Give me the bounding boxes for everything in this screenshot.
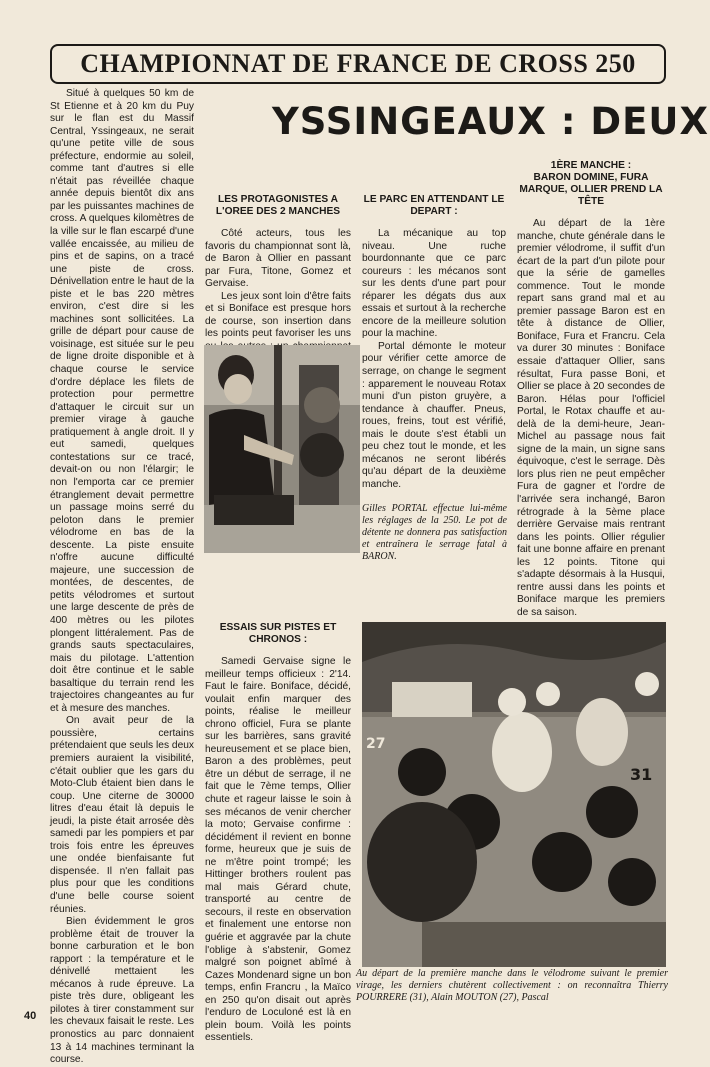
page-number: 40 (24, 1010, 37, 1022)
paragraph: Les jeux sont loin d'être faits et si Boniface est presque hors de course, son insertion dans les points peut favoriser les uns (205, 290, 351, 340)
header-title: CHAMPIONNAT DE FRANCE DE CROSS 250 (80, 49, 636, 78)
section-heading: LES PROTAGONISTES A L'OREE DES 2 MANCHES (215, 194, 341, 217)
header-banner (50, 44, 666, 84)
mechanic-photo-image (204, 345, 360, 553)
section-heading: LE PARC EN ATTENDANT LE DEPART : (363, 194, 505, 217)
rider-number-27: 27 (366, 736, 386, 752)
paragraph: Samedi Gervaise signe le meilleur temps officieux : 2'14. Faut le faire. Boniface, décidé, voulait enfin marquer des points, réalise le meilleur chrono officiel, Fura se plante sur les barrières, sans gravité heureusement et se place bien, Baron a des problèmes, peut être un début de serrage, il ne fait que le 7ème temps, Ollier chute et rageur laisse le soin à ses mécanos de venir chercher la moto; Gervaise confirme : décidément il revient en bonne forme, heureux que je suis de ne m'être point trompé; les Hittinger brothers roulent pas mal mais Gérard chute, transporté au centre de secours, il reste en observation et finalement une entorse non guérie et aggravée par la chute l'oblige à s'abstenir, Gomez malgré son poignet abîmé à Cazes Mondenard signe un bon temps, enfin Francru , la Maïco en 250 qu'on disait out après l'enduro de Loculoné est là en plein boum. Voilà les points essentiels. (205, 656, 351, 1044)
mechanic-photo (204, 345, 360, 553)
paragraph: Portal démonte le moteur pour vérifier cette amorce de serrage, on change le segment : apparement le nouveau Rotax muni d'un piston gruyère, a tendance à chauffer. Pneus, roues, freins, tout est vérifié, mais le doute s'est établi un peu chez tout le monde, et les mécanos ne seront libérés qu'au départ de la deuxième manche. (362, 340, 506, 490)
paragraph: On avait peur de la poussière, certains prétendaient que seuls les deux premiers auraient la visibilité, c'était oublier que les gars du Moto-Club étaient bien dans le coup. Une citerne de 30000 litres d'eau était là depuis le jeudi, la piste était arrosée dès samedi par les pompiers et par trois fois entre les épreuves une ondée bienfaisante fut dispensée. Il n'en fallait pas plus pour que les conditions d'une belle course soient réunies. (50, 715, 194, 915)
section-heading: ESSAIS SUR PISTES ET CHRONOS : (219, 622, 337, 645)
article-column-2-bottom (205, 622, 351, 1045)
paragraph: Situé à quelques 50 km de St Etienne et à 20 km du Puy sur le flan est du Massif Central, Yssingeaux, ne serait qu'une petite ville de sous préfecture, endormie au soleil, comme tant d'autres si elle n'était pas réveillée chaque année depuis bientôt dix ans par les puissantes machines de cross. A quelques kilomètres de la ville sur le flan escarpé d'une vallée encaissée, au milieu de pins et de sapins, on a tracé une piste de cross. Dénivellation entre le haut de la piste et le bas 220 mètres environ, c'est dire si les machines sont sollicitées. La grille de départ pour cause de voisinage, est située sur le peu de ligne droite disponible et à chaque course le service d'ordre déplace les filets de protection pour permettre d'attaquer le circuit sur un premier virage à gauche pratiquement à angle droit. Il y eut samedi, quelques contestations sur ce tracé, devait-on ou non l'élargir; le non l'emporta car ce premier étranglement devait permettre un passage moins serré du peloton dans le premier vélodrome en bas de la descente. La piste ensuite n'offre aucune difficulté majeure, une succession de montées, de descentes, de petits vélodromes et surtout une large descente de près de 400 mètres ou les pilotes plongent littéralement. Pas de grands sauts spectaculaires, mais du pilotage. L'attention doit être continue et le sable basaltique du terrain rend les trajectoires changeantes au fur et à mesure des manches. (50, 88, 194, 714)
race-crash-photo-image (362, 622, 666, 967)
photo-caption: Gilles PORTAL effectue lui-même les réglages de la 250. Le pot de détente ne donnera pas satisfaction et entraînera le serrage fatal à BARON. (362, 503, 507, 562)
photo-caption: Au départ de la première manche dans le vélodrome suivant le premier virage, les derniers chutèrent collectivement : on reconnaîtra Thierry POURRERE (31), Alain MOUTON (27), Pascal (356, 968, 668, 1003)
race-crash-photo (362, 622, 666, 967)
main-title: YSSINGEAUX : DEUX (272, 100, 709, 143)
article-column-3 (362, 194, 506, 491)
article-column-2 (205, 194, 351, 366)
paragraph: Bien évidemment le gros problème était de trouver la bonne carburation et le bon rapport : la température et le dénivellé mettaient les mécanos à rude épreuve. La piste très dure, obligeant les pilotes à tirer constamment sur les chevaux faisait le reste. Les pronostics au parc donnaient 13 à 14 machines terminant la course. (50, 916, 194, 1066)
paragraph: La mécanique au top niveau. Une ruche bourdonnante que ce parc coureurs : les mécanos sont sur les dents d'une part pour réparer les dégats dus aux essais et surtout à la recherche encore de la meilleure solution pour la machine. (362, 228, 506, 340)
paragraph: Côté acteurs, tous les favoris du championnat sont là, de Baron à Ollier en passant par Fura, Titone, Gomez et Gervaise. (205, 228, 351, 290)
section-heading: 1ÈRE MANCHE : (550, 160, 632, 171)
rider-number-31: 31 (630, 765, 653, 784)
paragraph: Au départ de la 1ère manche, chute générale dans le premier vélodrome, il suffit d'un écart de la part d'un pilote pour que la série de gamelles commence. Tout le monde repart sans grand mal et au premier passage Baron est en tête à distance de Ollier, Boniface, Fura et Francru. Cela va durer 30 minutes : Boniface essaie d'attaquer Ollier, sans résultat, Fura passe Boni, et Ollier se place à 20 secondes de Baron. Hélas pour l'officiel Portal, le Rotax chauffe et au-delà de la demi-heure, Jean-Michel au passage nous fait signe de la main, un signe sans équivoque, c'est le serrage. Dès lors plus rien ne peut empêcher Fura de gagner et l'ordre de l'arrivée sera inchangé, Baron rétrograde à la 5ème place derrière Gervaise mais rentrant dans les points. Ollier régulier fait une bonne affaire en prenant les 12 points. Titone qui s'adapte désormais à la Husqui, rentre aussi dans les points et Boniface marque les premiers de sa saison. (517, 218, 665, 618)
section-heading: BARON DOMINE, FURA MARQUE, OLLIER PREND LA TÊTE (519, 172, 663, 207)
article-column-1 (50, 88, 194, 1067)
article-column-4 (517, 160, 665, 620)
